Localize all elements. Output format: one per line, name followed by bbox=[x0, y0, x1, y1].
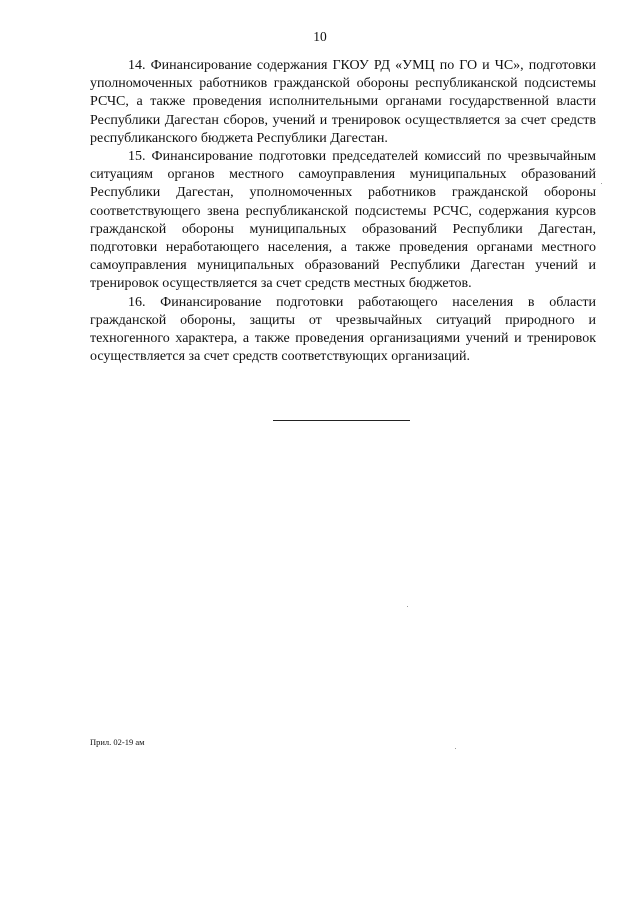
page-number: 10 bbox=[313, 29, 327, 44]
paragraph-16: 16. Финансирование подготовки работающего населения в области гражданской обороны, защиты от чрезвычайных ситуаций природного и техногенного характера, а также проведения организациями учений и тренировок осуществляется за счет средств соответствующих организаций. bbox=[90, 294, 596, 365]
paragraph-15: 15. Финансирование подготовки председателей комиссий по чрезвычайным ситуациям органов местного самоуправления муниципальных образований Республики Дагестан, уполномоченных работников гражданской обороны соответствующего звена республиканской подсистемы РСЧС, содержания курсов гражданской обороны муниципальных образований Республики Дагестан, подготовки неработающего населения, а также проведения органами местного самоуправления муниципальных образований Республики Дагестан учений и тренировок осуществляется за счет средств местных бюджетов. bbox=[90, 149, 596, 292]
end-divider-line bbox=[273, 420, 410, 421]
document-body bbox=[90, 57, 596, 366]
paragraph-14: 14. Финансирование содержания ГКОУ РД «УМЦ по ГО и ЧС», подготовки уполномоченных работников гражданской обороны республиканской подсистемы РСЧС, а также проведения исполнительными органами государственной власти Республики Дагестан сборов, учений и тренировок осуществляется за счет средств республиканского бюджета Республики Дагестан. bbox=[90, 58, 596, 146]
scan-speck bbox=[601, 183, 602, 184]
footer-note: Прил. 02-19 ам bbox=[90, 737, 145, 747]
scan-speck bbox=[407, 606, 408, 607]
scan-speck bbox=[455, 748, 456, 749]
